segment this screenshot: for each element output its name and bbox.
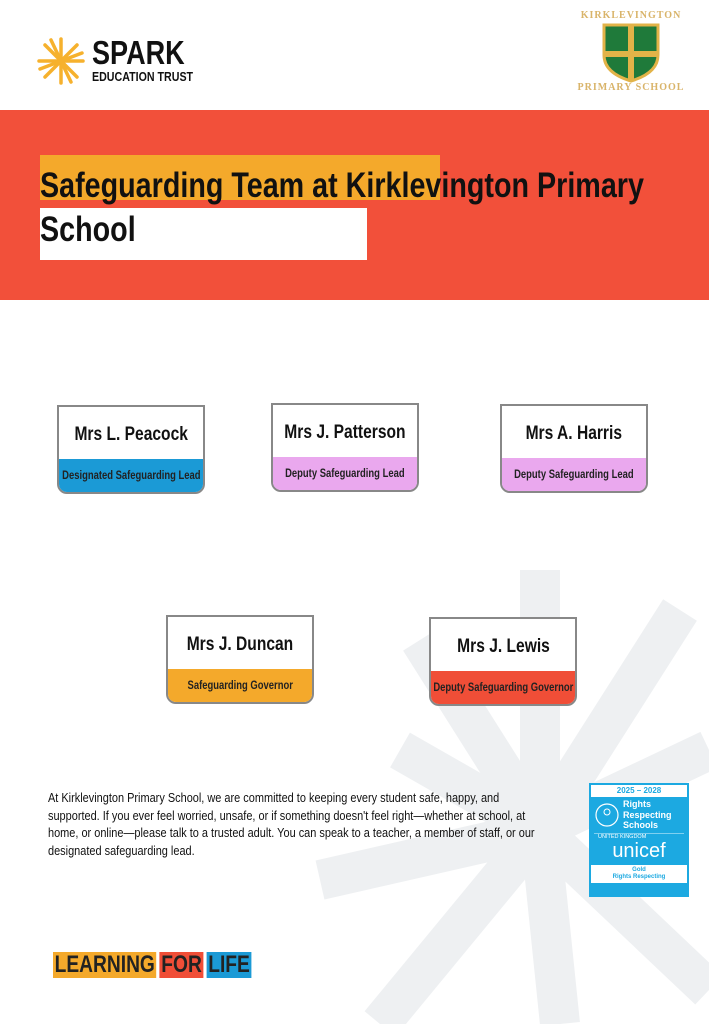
member-name: Mrs J. Lewis <box>456 636 550 657</box>
school-crest <box>572 10 690 105</box>
team-card <box>500 404 648 493</box>
badge-level: Gold <box>632 866 646 873</box>
badge-years: 2025 – 2028 <box>591 785 687 797</box>
member-name: Mrs J. Duncan <box>186 634 294 655</box>
member-role: Designated Safeguarding Lead <box>61 469 201 482</box>
trust-name: SPARK <box>92 34 185 71</box>
badge-country: UNITED KINGDOM <box>594 833 684 840</box>
member-role: Safeguarding Governor <box>187 679 293 692</box>
footer-word: FOR <box>161 951 202 978</box>
badge-title: Respecting <box>623 809 672 820</box>
member-role: Deputy Safeguarding Lead <box>285 467 405 480</box>
badge-level: Rights Respecting <box>612 873 666 880</box>
team-card <box>429 617 577 706</box>
badge-title: Schools <box>623 820 659 830</box>
footer-word: LEARNING <box>54 951 155 978</box>
footer-word: LIFE <box>208 951 250 978</box>
team-card <box>57 405 205 494</box>
crest-bottom-text: PRIMARY SCHOOL <box>577 82 685 93</box>
page-title <box>40 164 709 252</box>
member-name: Mrs A. Harris <box>525 423 623 444</box>
shield-icon <box>601 21 661 83</box>
crest-top-text: KIRKLEVINGTON <box>580 10 682 21</box>
title-line: Safeguarding Team at Kirklevington Primary <box>40 166 644 205</box>
member-name: Mrs L. Peacock <box>74 424 188 445</box>
trust-subtitle: EDUCATION TRUST <box>92 69 194 84</box>
safeguarding-statement <box>48 789 648 859</box>
badge-title: Rights <box>623 799 651 809</box>
member-role: Deputy Safeguarding Lead <box>514 468 634 481</box>
statement-text: At Kirklevington Primary School, we are committed to keeping every student safe, happy, and supported. If you ever feel worried, unsafe, or if something doesn't feel right—whether at school, at home, or online—please talk to a trusted adult. You can speak to a teacher, a member of staff, or our designated safeguarding lead. <box>48 790 535 858</box>
team-card <box>271 403 419 492</box>
title-line: School <box>40 210 136 249</box>
rights-respecting-badge <box>589 783 689 897</box>
member-name: Mrs J. Patterson <box>284 422 406 443</box>
team-card <box>166 615 314 704</box>
spark-logo <box>36 36 215 86</box>
member-role: Deputy Safeguarding Governor <box>433 681 573 694</box>
children-globe-icon <box>594 802 620 828</box>
unicef-logo: unicef <box>612 839 666 862</box>
learning-for-life-logo <box>53 952 251 978</box>
sun-icon <box>36 36 86 86</box>
